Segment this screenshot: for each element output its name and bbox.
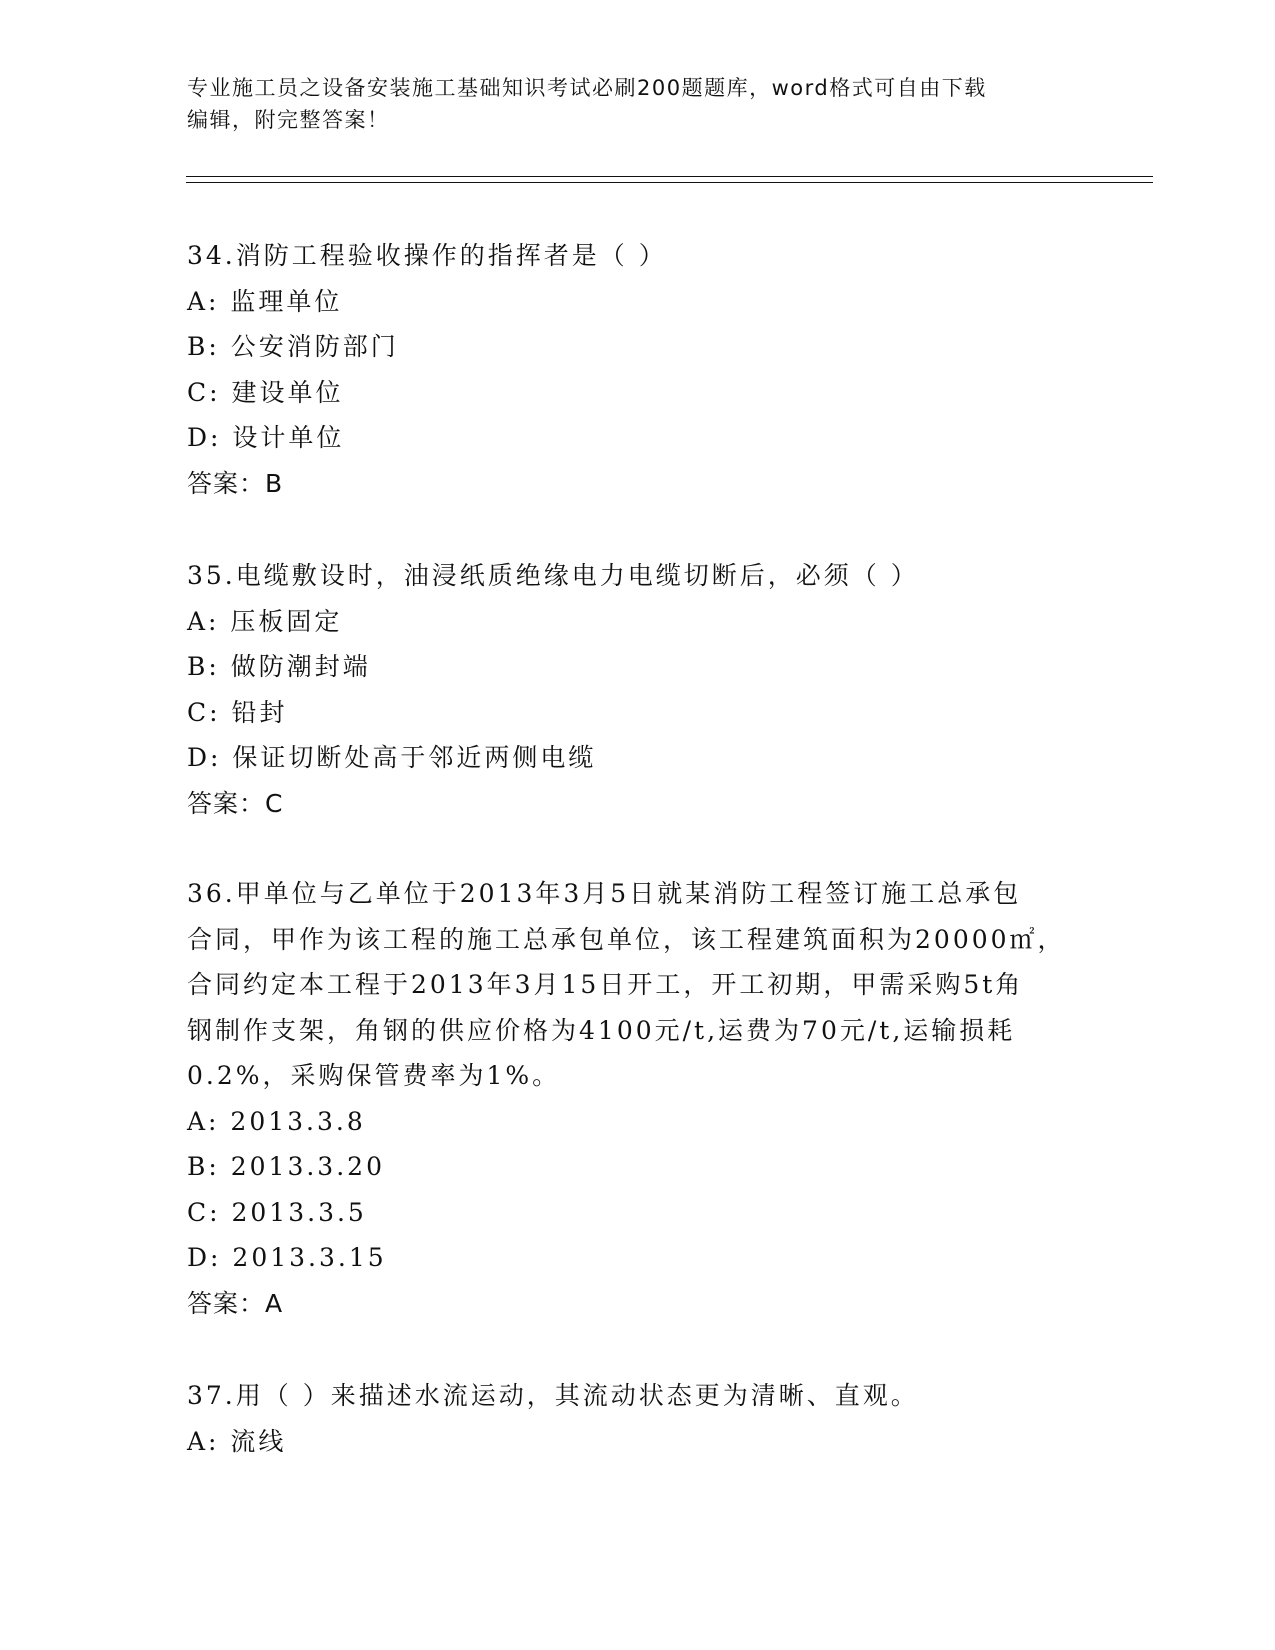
question-text-line-4: 钢制作支架，角钢的供应价格为4100元/t,运费为70元/t,运输损耗 bbox=[187, 1015, 1016, 1045]
answer-line: 答案：B bbox=[187, 468, 284, 498]
question-text-line-1: 36.甲单位与乙单位于2013年3月5日就某消防工程签订施工总承包 bbox=[187, 879, 1022, 908]
question-35 bbox=[187, 553, 1087, 826]
question-34 bbox=[187, 233, 1087, 506]
option-b: B: 公安消防部门 bbox=[187, 332, 399, 361]
question-text: 34.消防工程验收操作的指挥者是（ ） bbox=[187, 241, 667, 270]
question-text-line-5: 0.2%，采购保管费率为1%。 bbox=[187, 1061, 561, 1090]
header-divider-bottom bbox=[186, 182, 1153, 183]
option-a: A: 流线 bbox=[187, 1426, 287, 1456]
header-line-1: 专业施工员之设备安装施工基础知识考试必刷200题题库，word格式可自由下载 bbox=[187, 76, 987, 100]
option-a: A: 压板固定 bbox=[187, 606, 343, 636]
option-c: C: 2013.3.5 bbox=[187, 1197, 367, 1227]
question-text: 35.电缆敷设时，油浸纸质绝缘电力电缆切断后，必须（ ） bbox=[187, 561, 919, 590]
question-text-line-3: 合同约定本工程于2013年3月15日开工，开工初期，甲需采购5t角 bbox=[187, 970, 1024, 999]
answer-line: 答案：A bbox=[187, 1288, 284, 1318]
header-line-2: 编辑，附完整答案！ bbox=[187, 108, 390, 132]
option-c: C: 建设单位 bbox=[187, 377, 344, 407]
option-a: A: 2013.3.8 bbox=[187, 1106, 366, 1136]
option-d: D: 设计单位 bbox=[187, 423, 345, 452]
option-b: B: 做防潮封端 bbox=[187, 652, 371, 681]
option-c: C: 铅封 bbox=[187, 697, 288, 727]
option-d: D: 2013.3.15 bbox=[187, 1243, 387, 1272]
question-37 bbox=[187, 1373, 1087, 1464]
option-d: D: 保证切断处高于邻近两侧电缆 bbox=[187, 743, 597, 772]
option-a: A: 监理单位 bbox=[187, 286, 343, 316]
question-36 bbox=[187, 871, 1087, 1326]
question-text: 37.用（ ）来描述水流运动，其流动状态更为清晰、直观。 bbox=[187, 1381, 919, 1410]
answer-line: 答案：C bbox=[187, 788, 284, 818]
question-text-line-2: 合同，甲作为该工程的施工总承包单位，该工程建筑面积为20000㎡， bbox=[187, 924, 1066, 954]
option-b: B: 2013.3.20 bbox=[187, 1152, 385, 1181]
document-header bbox=[187, 72, 1087, 136]
header-divider-top bbox=[186, 176, 1153, 177]
